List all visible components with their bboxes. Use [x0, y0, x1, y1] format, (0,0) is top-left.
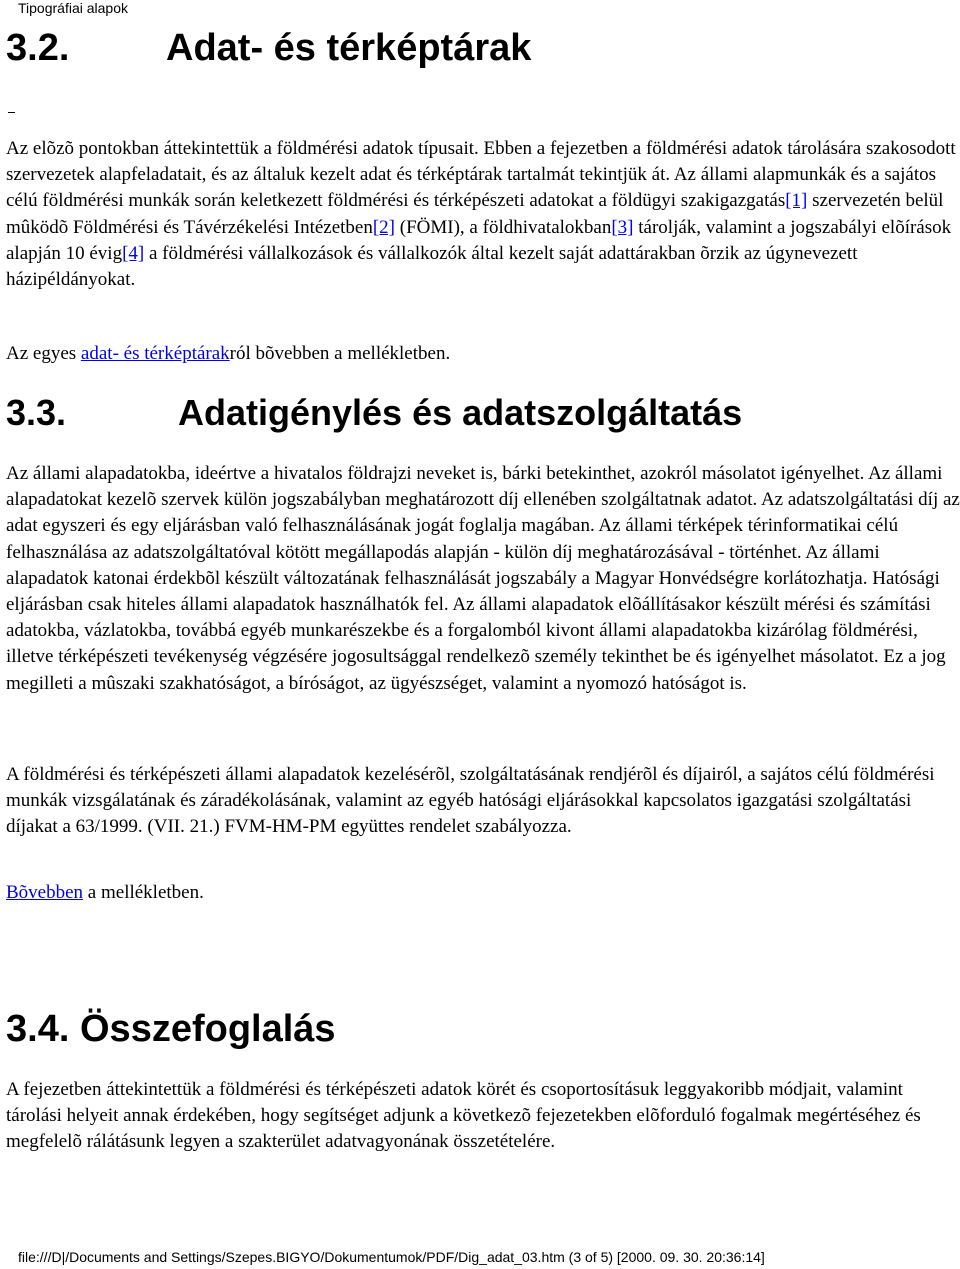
- footnote-link-4[interactable]: [4]: [122, 242, 145, 264]
- section-heading-3-4: [6, 1007, 336, 1051]
- paragraph-data-request: Az állami alapadatokba, ideértve a hivatalos földrajzi neveket is, bárki betekinthet, azokról másolatot igényelhet. Az állami alapadatokat kezelõ szervek külön jogszabályban meghatározott díj ellenében szolgáltatnak adatot. Az adatszolgáltatási díj az adat egyszeri és egy eljárásban való felhasználásának jogát foglalja magában. Az állami térképek térinformatikai célú felhasználása az adatszolgáltatóval kötött megállapodás alapján - külön díj meghatározásával - történhet. Az állami alapadatok katonai érdekbõl készült változatának felhasználását jogszabály a Magyar Honvédségre korlátozhatja. Hatósági eljárásban csak hiteles állami alapadatok használhatók fel. Az állami alapadatok elõállításakor készült mérési és számítási adatokba, vázlatokba, továbbá egyéb munkarészekbe és a forgalomból kivont állami alapadatokba kizárólag földmérési, illetve térképészeti tevékenység végzésére jogosultsággal rendelkezõ személy tekinthet be és igényelhet másolatot. Ez a jog megilleti a mûszaki szakhatóságot, a bíróságot, az ügyészséget, valamint a nyomozó hatóságot is.: [6, 463, 960, 694]
- divider-dash: [8, 112, 15, 113]
- section-title: Adatigénylés és adatszolgáltatás: [178, 392, 743, 433]
- paragraph-text: a mellékletben.: [83, 882, 204, 903]
- section-number: 3.2.: [6, 27, 70, 69]
- paragraph-more-link: [6, 880, 960, 906]
- footnote-link-2[interactable]: [2]: [372, 216, 396, 238]
- paragraph-summary: A fejezetben áttekintettük a földmérési és térképészeti adatok körét és csoportosításuk leggyakoribb módjait, valamint tárolási helyeit annak érdekében, hogy segítséget adjunk a következõ fejezetekben elõforduló fogalmak megértéséhez és megfelelõ rálátásunk legyen a szakterület adatvagyonának összetételére.: [6, 1079, 921, 1153]
- paragraph-intro: [6, 136, 960, 293]
- more-link[interactable]: Bõvebben: [6, 882, 84, 903]
- section-title: Összefoglalás: [80, 1008, 336, 1050]
- paragraph-text: Az elõzõ pontokban áttekintettük a földmérési adatok típusait. Ebben a fejezetben a földmérési adatok tárolására szakosodott szervezetek alapfeladatait, és az általuk kezelt adat és térképtárak tartalmát tekintjük át. Az állami alapmunkák és a sajátos célú földmérési munkák során keletkezett földmérési és térképészeti adatokat a földügyi szakigazgatás: [6, 138, 956, 212]
- running-header: Tipográfiai alapok: [18, 0, 128, 16]
- paragraph-text: a földmérési vállalkozások és vállalkozók által kezelt saját adattárakban õrzik az úgynevezett házipéldányokat.: [6, 242, 858, 291]
- section-number: 3.3.: [6, 392, 67, 433]
- paragraph-text: tárolják, valamint a jogszabályi elõírások alapján 10 évig: [6, 216, 952, 264]
- paragraph-text: Az egyes: [6, 343, 81, 364]
- archives-link[interactable]: adat- és térképtárak: [80, 343, 230, 364]
- footnote-link-1[interactable]: [1]: [785, 190, 808, 212]
- paragraph-regulation: A földmérési és térképészeti állami alapadatok kezelésérõl, szolgáltatásának rendjérõl és díjairól, a sajátos célú földmérési munkák vizsgálatának és záradékolásának, valamint az egyéb hatósági eljárásokkal kapcsolatos igazgatási szolgáltatási díjakat a 63/1999. (VII. 21.) FVM-HM-PM együttes rendelet szabályozza.: [6, 764, 935, 838]
- section-heading-3-2: [6, 26, 531, 70]
- section-heading-3-3: [6, 391, 742, 435]
- paragraph-text: szervezetén belül mûködõ Földmérési és Távérzékelési Intézetben: [6, 190, 944, 238]
- section-title: Adat- és térképtárak: [166, 27, 532, 69]
- section-number: 3.4.: [6, 1008, 70, 1050]
- footer-file-path: file:///D|/Documents and Settings/Szepes.BIGYO/Dokumentumok/PDF/Dig_adat_03.htm (3 of 5) [2000. 09. 30. 20:36:14]: [18, 1249, 765, 1265]
- paragraph-text: (FÖMI), a földhivatalokban: [395, 216, 612, 238]
- paragraph-archives-link: [6, 341, 960, 367]
- paragraph-text: ról bõvebben a mellékletben.: [229, 343, 451, 364]
- footnote-link-3[interactable]: [3]: [611, 216, 634, 238]
